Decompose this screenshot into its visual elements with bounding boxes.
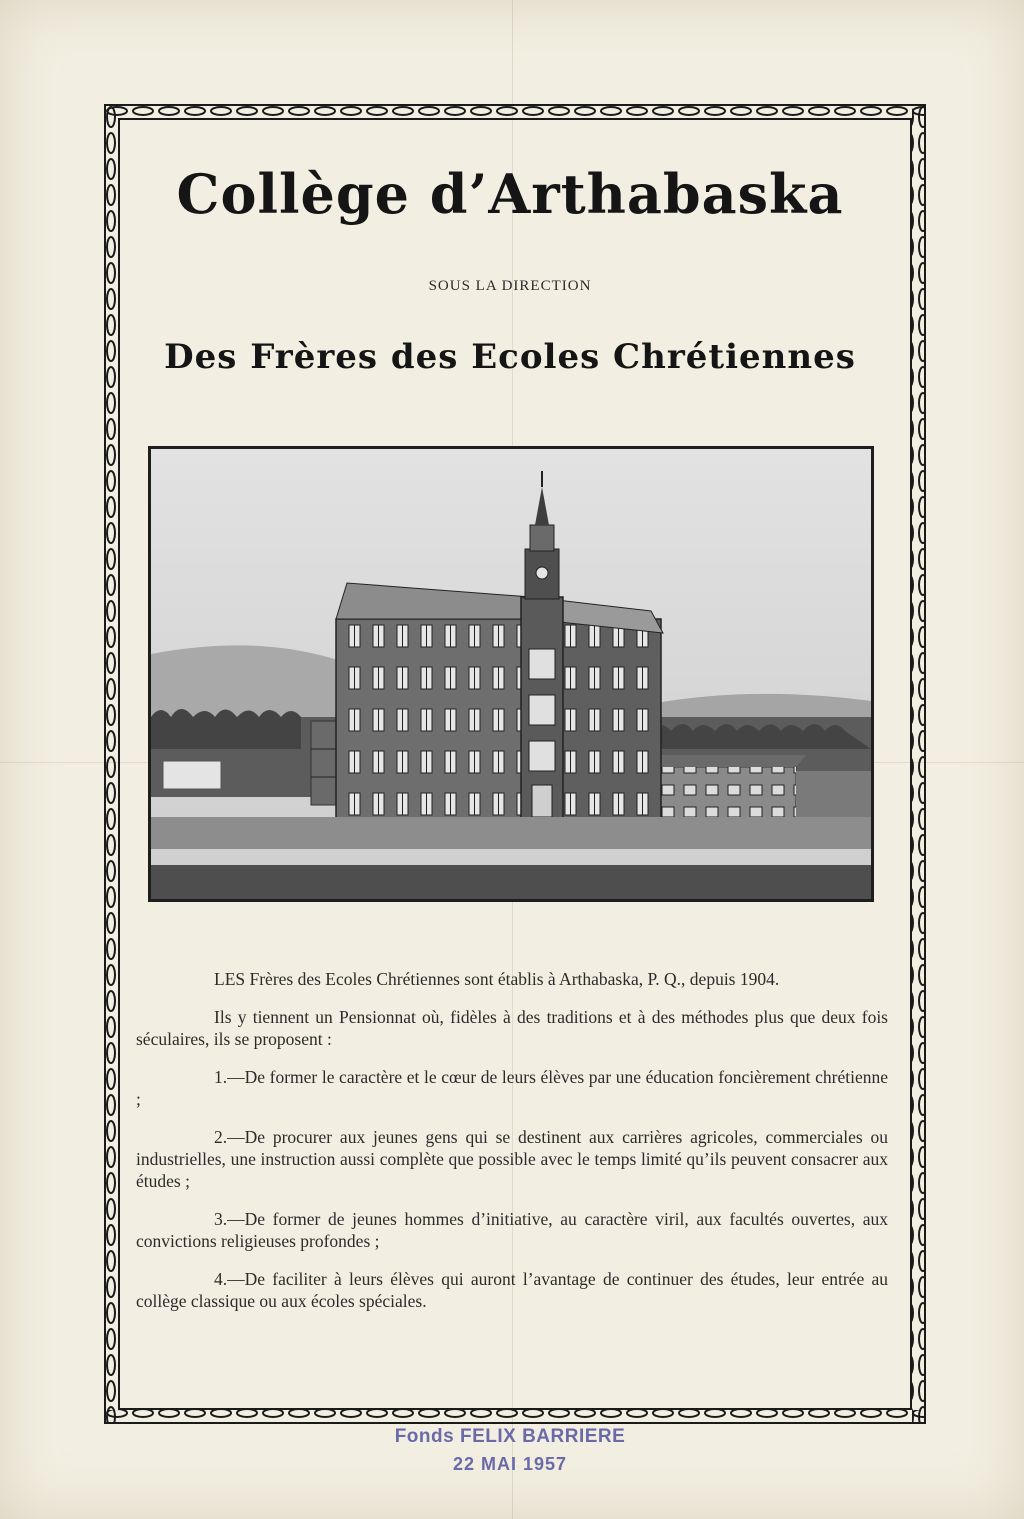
college-building-photo: [148, 446, 874, 902]
paragraph-intro: LES Frères des Ecoles Chrétiennes sont établis à Arthabaska, P. Q., depuis 1904.: [214, 969, 780, 989]
archive-stamp: [330, 1426, 690, 1486]
paragraph-point-4: 4.—De faciliter à leurs élèves qui auront l’avantage de continuer des études, leur entrée au collège classique ou aux écoles spéciales.: [136, 1269, 888, 1311]
paragraph-pensionnat: Ils y tiennent un Pensionnat où, fidèles à des traditions et à des méthodes plus que deux fois séculaires, ils se proposent :: [136, 1007, 888, 1049]
stamp-fonds-line: Fonds FELIX BARRIERE: [394, 1426, 626, 1447]
body-text: [136, 968, 888, 1328]
document-title: Collège d’Arthabaska: [176, 162, 844, 226]
stamp-date-line: 22 MAI 1957: [452, 1454, 568, 1474]
paragraph-point-3: 3.—De former de jeunes hommes d’initiative, au caractère viril, aux facultés ouvertes, aux convictions religieuses profondes ;: [136, 1209, 888, 1251]
document-subheading: Des Frères des Ecoles Chrétiennes: [164, 337, 856, 377]
paragraph-point-1: 1.—De former le caractère et le cœur de leurs élèves par une éducation foncièrement chrétienne ;: [136, 1067, 888, 1109]
paragraph-point-2: 2.—De procurer aux jeunes gens qui se destinent aux carrières agricoles, commerciales ou industrielles, une instruction aussi complète que possible avec le temps limité qu’ils peuvent consacrer aux études ;: [136, 1127, 888, 1191]
document-subtitle: SOUS LA DIRECTION: [428, 278, 592, 294]
